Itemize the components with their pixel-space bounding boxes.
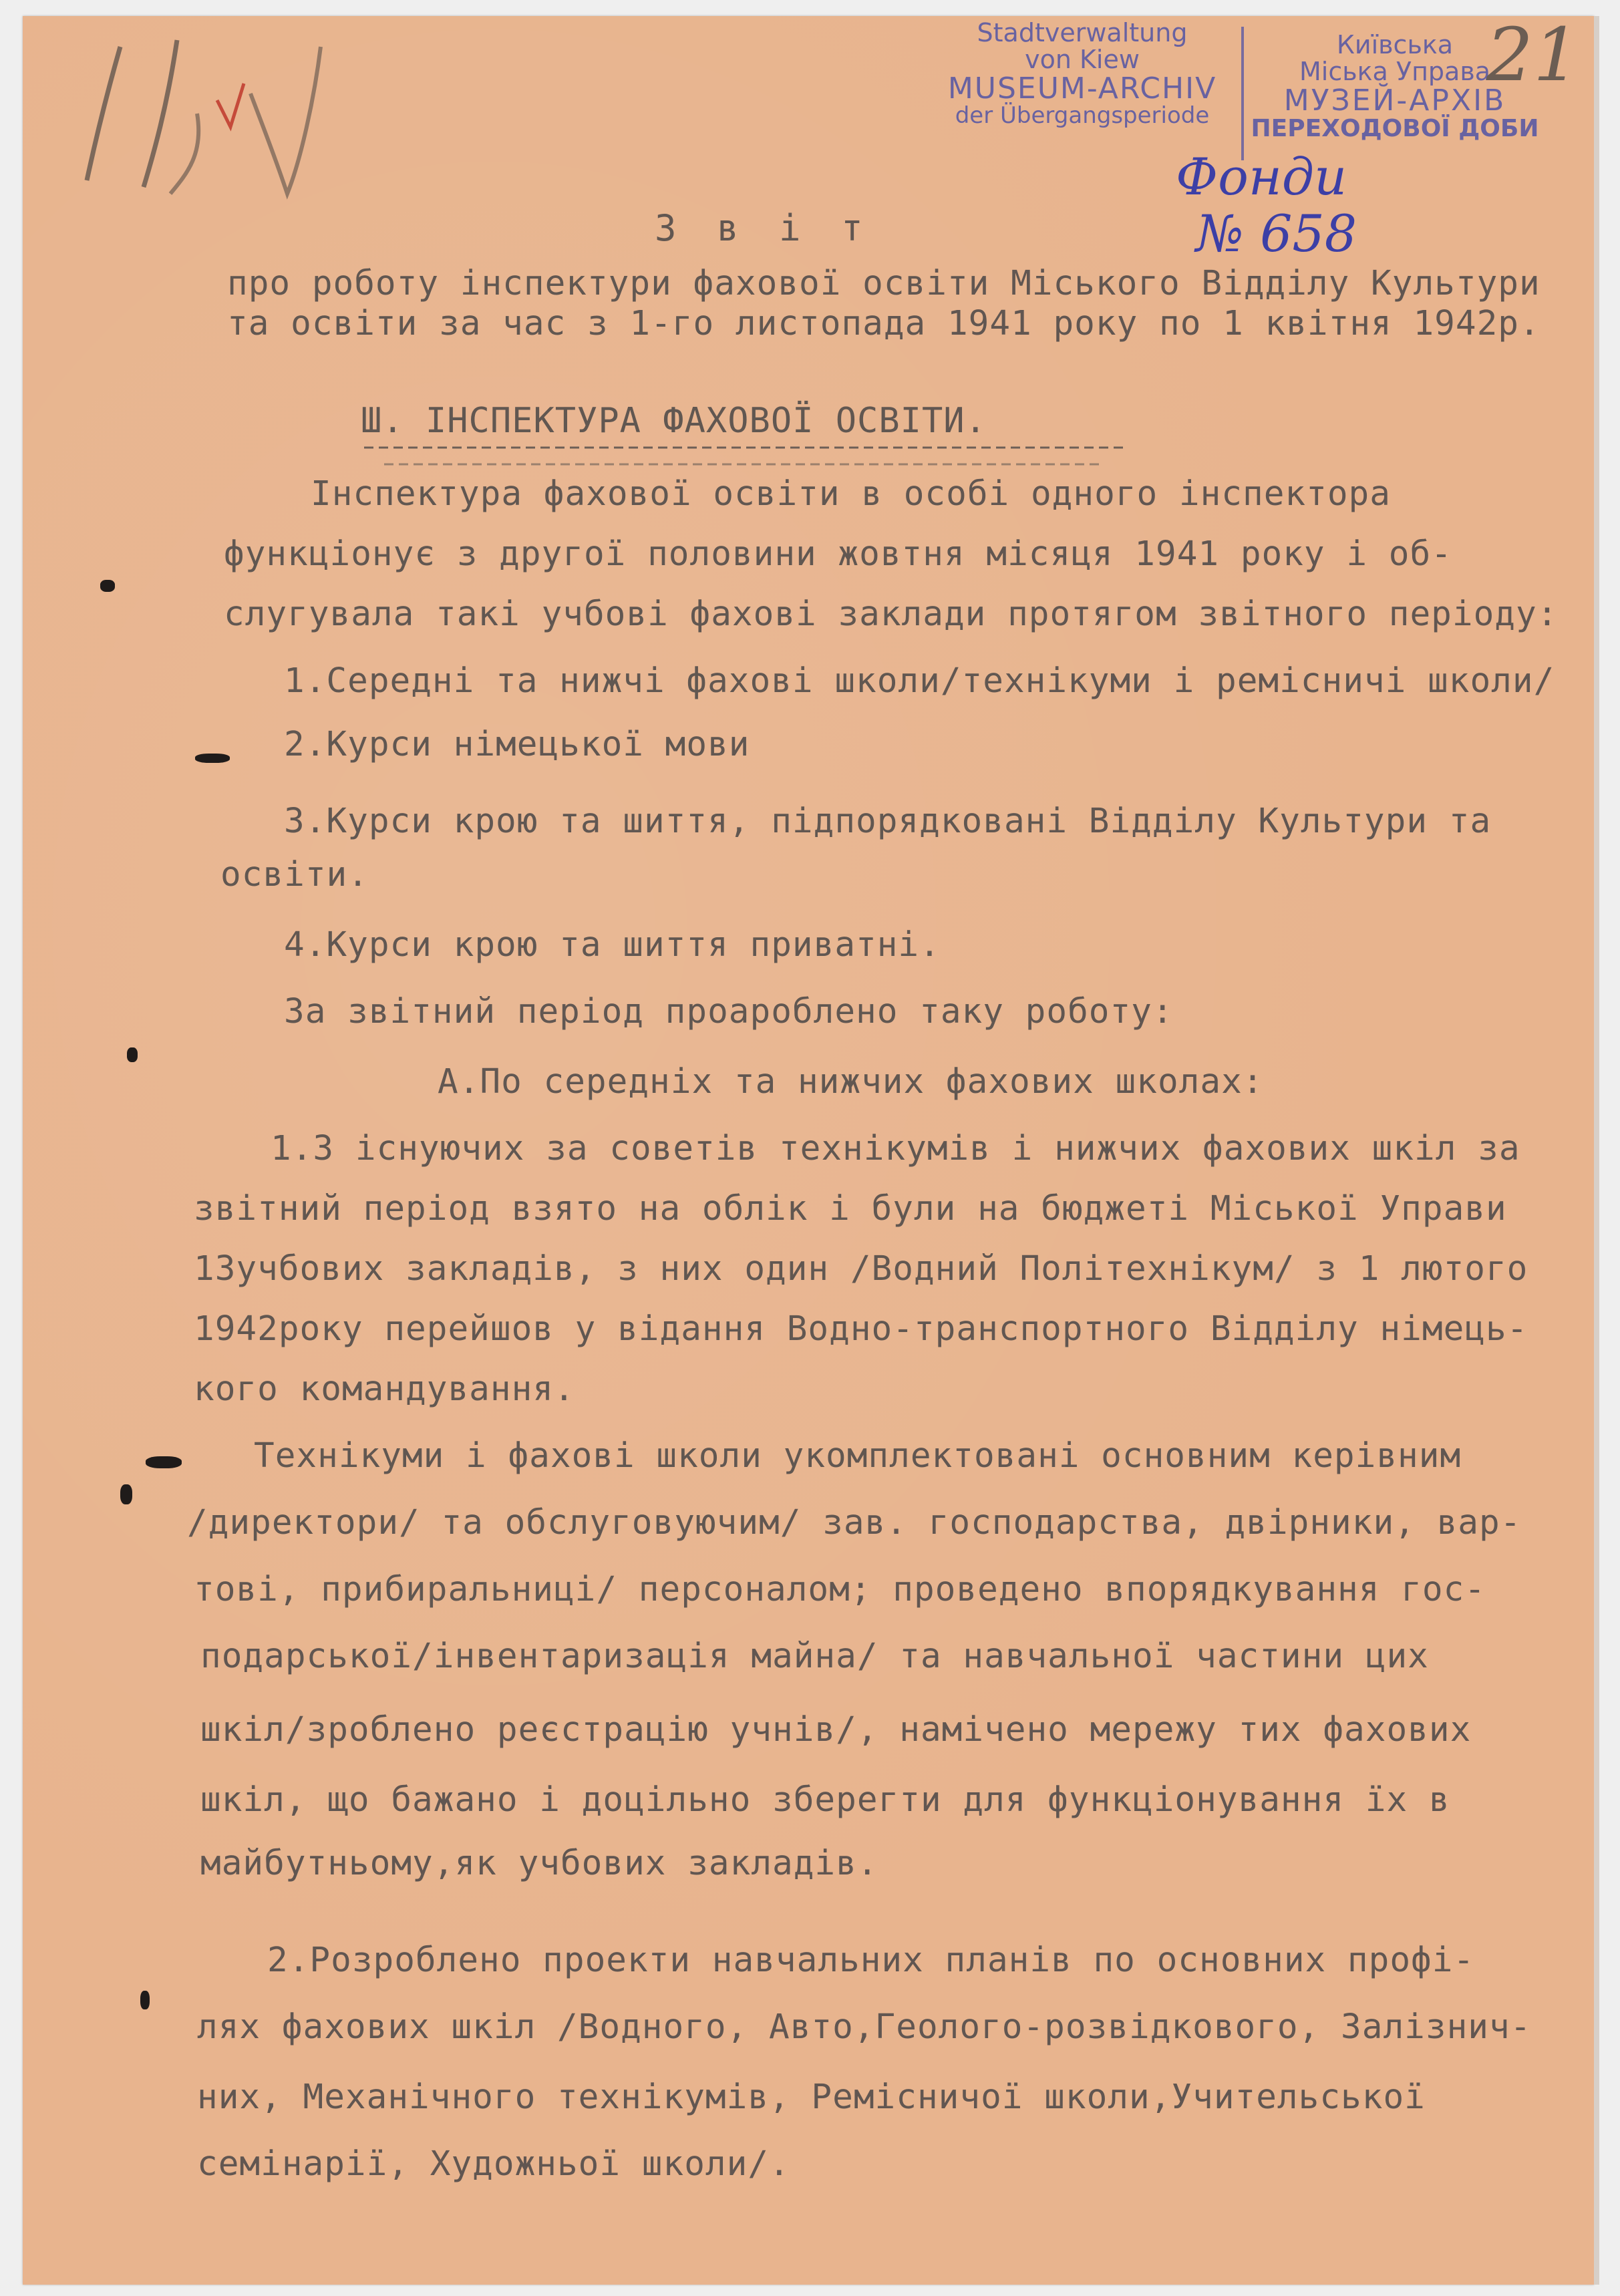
- body-line: тові, прибиральниці/ персоналом; проведено впорядкування гос-: [194, 1570, 1486, 1609]
- ink-dot: [195, 754, 230, 763]
- stamp-line: Stadtverwaltung: [977, 18, 1188, 47]
- body-line: освіти.: [220, 855, 369, 894]
- list-item: 1.Середні та нижчі фахові школи/технікуми і ремісничі школи/: [284, 661, 1555, 701]
- body-line: 1.З існуючих за советів технікумів і нижчих фахових шкіл за: [271, 1129, 1520, 1168]
- stamp-line: Київська: [1336, 30, 1454, 59]
- ink-dot: [127, 1047, 138, 1062]
- fond-label: Фонди: [1176, 147, 1347, 206]
- body-line: них, Механічного технікумів, Ремісничої школи,Учительської: [197, 2078, 1426, 2117]
- stamp-line: MUSEUM-ARCHIV: [947, 71, 1217, 106]
- ink-dot: [100, 580, 115, 592]
- body-line: За звітний період проароблено таку роботу:: [284, 992, 1174, 1031]
- margin-pencil-mark: [60, 20, 341, 220]
- body-line: /директори/ та обслуговуючим/ зав. господарства, двірники, вар-: [187, 1503, 1522, 1542]
- document-subtitle: про роботу інспектури фахової освіти Міського Відділу Культури: [227, 264, 1541, 303]
- folio-number: 21: [1486, 12, 1580, 98]
- page-edge: [1594, 16, 1599, 2285]
- heading-underline: [364, 444, 1126, 471]
- stamp-line: Міська Управа: [1299, 56, 1491, 86]
- document-subtitle: та освіти за час з 1-го листопада 1941 року по 1 квітня 1942р.: [227, 304, 1541, 343]
- stamp-line: ПЕРЕХОДОВОЇ ДОБИ: [1251, 114, 1539, 142]
- body-line: 13учбових закладів, з них один /Водний Політехнікум/ з 1 лютого: [194, 1249, 1528, 1289]
- body-line: функціонує з другої половини жовтня місяця 1941 року і об-: [224, 534, 1452, 574]
- body-line: майбутньому,як учбових закладів.: [200, 1844, 878, 1883]
- fond-number: № 658: [1196, 204, 1357, 263]
- body-line: звітний період взято на облік і були на бюджеті Міської Управи: [194, 1189, 1507, 1228]
- body-line: подарської/інвентаризація майна/ та навчальної частини цих: [200, 1637, 1429, 1676]
- body-line: Технікуми і фахові школи укомплектовані основним керівним: [254, 1436, 1462, 1476]
- stamp-line: von Kiew: [1025, 44, 1140, 74]
- body-line: Інспектура фахової освіти в особі одного інспектора: [311, 474, 1391, 514]
- body-line: слугувала такі учбові фахові заклади протягом звітного періоду:: [224, 595, 1559, 634]
- body-line: шкіл/зроблено реєстрацію учнів/, намічено мережу тих фахових: [200, 1710, 1472, 1750]
- body-line: шкіл, що бажано і доцільно зберегти для функціонування їх в: [200, 1780, 1450, 1820]
- stamp-divider: [1241, 27, 1244, 160]
- body-line: кого командування.: [194, 1369, 575, 1409]
- section-heading: Ш. ІНСПЕКТУРА ФАХОВОЇ ОСВІТИ.: [361, 401, 987, 441]
- body-line: 1942року перейшов у відання Водно-транспортного Відділу німець-: [194, 1309, 1528, 1349]
- archive-stamp-german: [935, 20, 1229, 128]
- ink-dot: [120, 1484, 132, 1504]
- list-item: 3.Курси крою та шиття, підпорядковані Відділу Культури та: [284, 802, 1492, 841]
- ink-dot: [146, 1456, 182, 1468]
- stamp-line: der Übergangsperiode: [955, 102, 1210, 129]
- body-line: лях фахових шкіл /Водного, Авто,Геолого-розвідкового, Залізнич-: [197, 2007, 1532, 2047]
- stamp-line: МУЗЕЙ-АРХІВ: [1283, 83, 1506, 118]
- list-item: 4.Курси крою та шиття приватні.: [284, 925, 941, 965]
- document-title: З в і т: [655, 207, 872, 249]
- subsection-heading: А.По середніх та нижчих фахових школах:: [438, 1062, 1264, 1102]
- body-line: семінарії, Художньої школи/.: [197, 2144, 790, 2184]
- list-item: 2.Курси німецької мови: [284, 725, 750, 764]
- body-line: 2.Розроблено проекти навчальних планів по основних профі-: [267, 1941, 1475, 1980]
- ink-dot: [140, 1991, 150, 2009]
